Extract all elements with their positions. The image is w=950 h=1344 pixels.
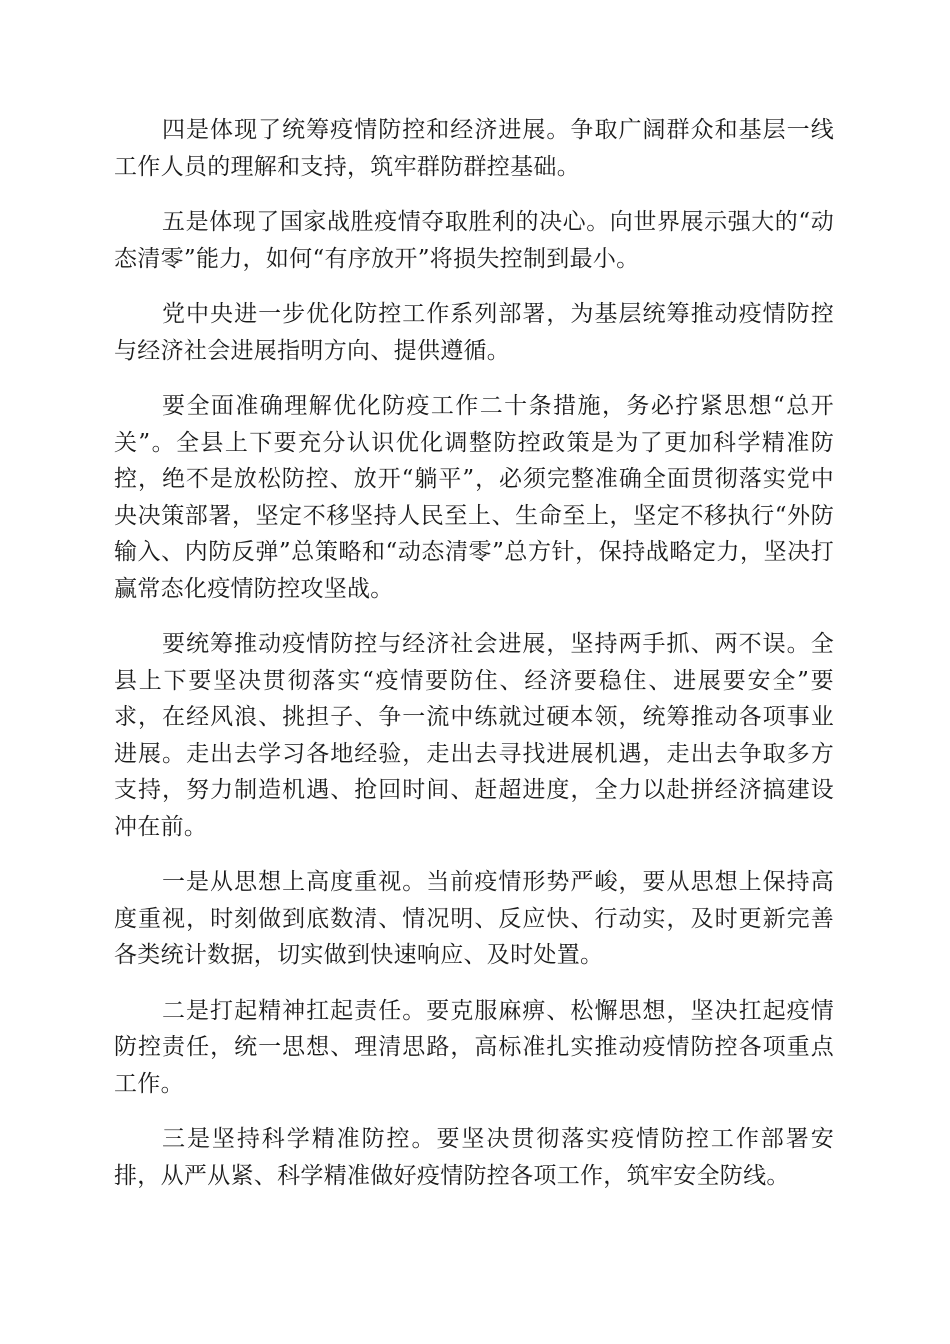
paragraph-2: 五是体现了国家战胜疫情夺取胜利的决心。向世界展示强大的“动态清零”能力，如何“有序放开”将损失控制到最小。	[114, 209, 834, 272]
paragraph-3: 党中央进一步优化防控工作系列部署，为基层统筹推动疫情防控与经济社会进展指明方向、提供遵循。	[114, 301, 834, 364]
paragraph-5: 要统筹推动疫情防控与经济社会进展，坚持两手抓、两不误。全县上下要坚决贯彻落实“疫情要防住、经济要稳住、进展要安全”要求，在经风浪、挑担子、争一流中练就过硬本领，统筹推动各项事业进展。走出去学习各地经验，走出去寻找进展机遇，走出去争取多方支持，努力制造机遇、抢回时间、赶超进度，全力以赴拼经济搞建设冲在前。	[114, 631, 834, 840]
document-body	[114, 112, 834, 1213]
paragraph-7: 二是打起精神扛起责任。要克服麻痹、松懈思想，坚决扛起疫情防控责任，统一思想、理清思路，高标准扎实推动疫情防控各项重点工作。	[114, 997, 834, 1097]
paragraph-1: 四是体现了统筹疫情防控和经济进展。争取广阔群众和基层一线工作人员的理解和支持，筑牢群防群控基础。	[114, 117, 834, 180]
paragraph-4: 要全面准确理解优化防疫工作二十条措施，务必拧紧思想“总开关”。全县上下要充分认识优化调整防控政策是为了更加科学精准防控，绝不是放松防控、放开“躺平”，必须完整准确全面贯彻落实党中央决策部署，坚定不移坚持人民至上、生命至上，坚定不移执行“外防输入、内防反弹”总策略和“动态清零”总方针，保持战略定力，坚决打赢常态化疫情防控攻坚战。	[114, 393, 834, 602]
paragraph-8: 三是坚持科学精准防控。要坚决贯彻落实疫情防控工作部署安排，从严从紧、科学精准做好疫情防控各项工作，筑牢安全防线。	[114, 1126, 834, 1189]
paragraph-6: 一是从思想上高度重视。当前疫情形势严峻，要从思想上保持高度重视，时刻做到底数清、情况明、反应快、行动实，及时更新完善各类统计数据，切实做到快速响应、及时处置。	[114, 869, 834, 968]
